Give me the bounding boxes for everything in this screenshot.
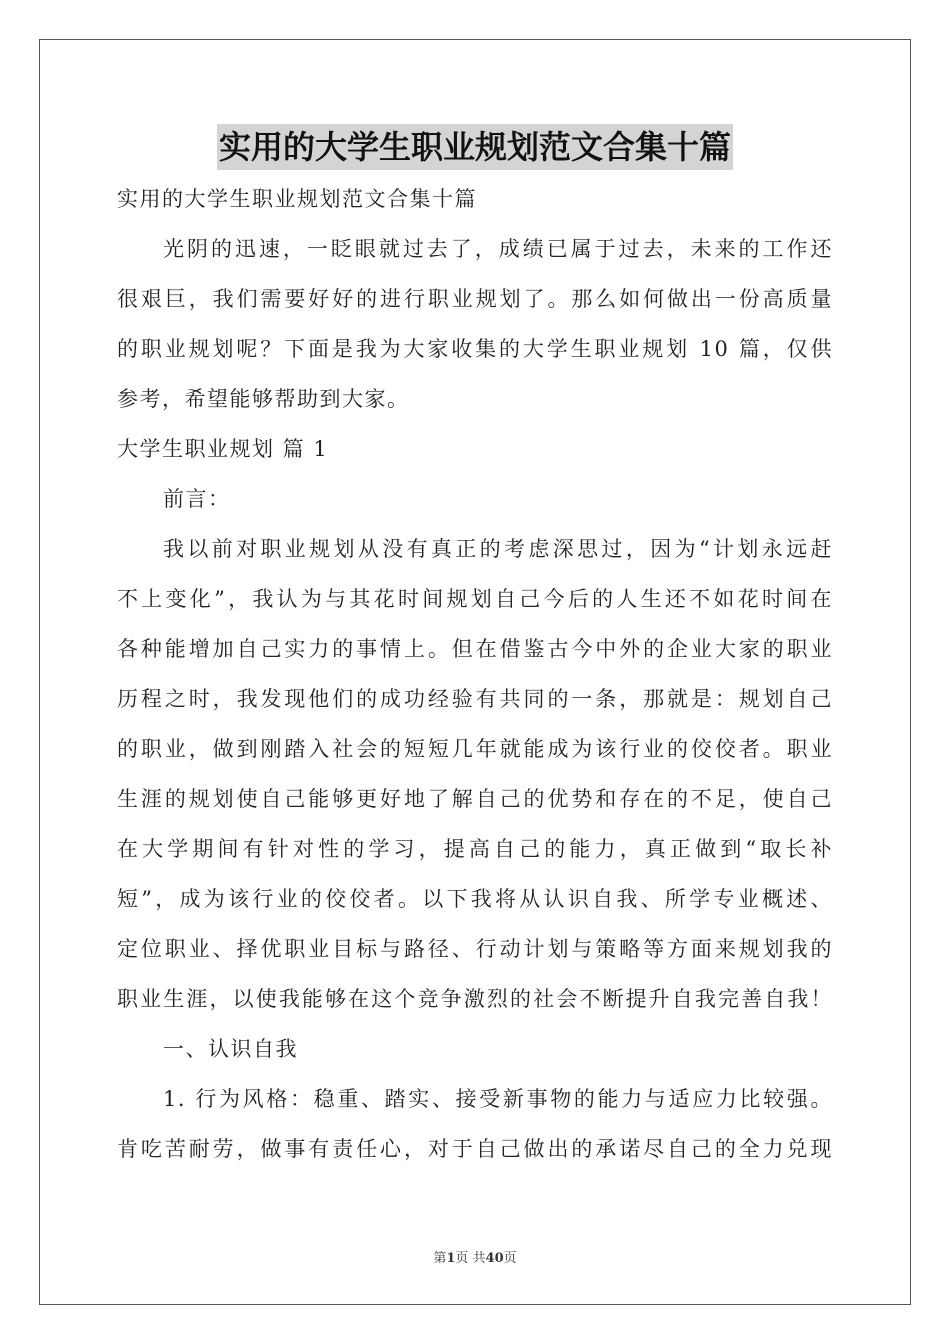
paragraph-line: 不上变化”，我认为与其花时间规划自己今后的人生还不如花时间在	[117, 587, 833, 611]
page-current: 1	[446, 1251, 456, 1266]
paragraph-line: 光阴的迅速，一眨眼就过去了，成绩已属于过去，未来的工作还	[163, 237, 833, 261]
paragraph-line: 各种能增加自己实力的事情上。但在借鉴古今中外的企业大家的职业	[117, 637, 833, 661]
paragraph-line: 前言：	[163, 487, 231, 511]
paragraph-line: 很艰巨，我们需要好好的进行职业规划了。那么如何做出一份高质量	[117, 287, 833, 311]
paragraph-line: 短”，成为该行业的佼佼者。以下我将从认识自我、所学专业概述、	[117, 887, 833, 911]
paragraph-line: 的职业规划呢？下面是我为大家收集的大学生职业规划 10 篇，仅供	[117, 337, 833, 361]
paragraph-line: 1. 行为风格：稳重、踏实、接受新事物的能力与适应力比较强。	[163, 1087, 833, 1111]
page-footer	[0, 1247, 950, 1266]
paragraph-line: 生涯的规划使自己能够更好地了解自己的优势和存在的不足，使自己	[117, 787, 833, 811]
paragraph-line: 历程之时，我发现他们的成功经验有共同的一条，那就是：规划自己	[117, 687, 833, 711]
paragraph-line: 参考，希望能够帮助到大家。	[117, 387, 410, 411]
section-heading: 大学生职业规划 篇 1	[117, 437, 329, 461]
paragraph-line: 我以前对职业规划从没有真正的考虑深思过，因为“计划永远赶	[163, 537, 833, 561]
page-border	[39, 39, 911, 1305]
title-container	[0, 124, 950, 170]
paragraph-line: 在大学期间有针对性的学习，提高自己的能力，真正做到“取长补	[117, 837, 833, 861]
page-prefix: 第	[433, 1251, 447, 1266]
paragraph-line: 肯吃苦耐劳，做事有责任心，对于自己做出的承诺尽自己的全力兑现	[117, 1137, 833, 1161]
document-title: 实用的大学生职业规划范文合集十篇	[217, 124, 733, 170]
page-mid: 页 共	[455, 1251, 486, 1266]
paragraph-line: 的职业，做到刚踏入社会的短短几年就能成为该行业的佼佼者。职业	[117, 737, 833, 761]
paragraph-line: 定位职业、择优职业目标与路径、行动计划与策略等方面来规划我的	[117, 937, 833, 961]
section-heading: 一、认识自我	[163, 1037, 298, 1061]
page-suffix: 页	[503, 1251, 517, 1266]
page-total: 40	[485, 1251, 504, 1266]
paragraph-line: 职业生涯，以使我能够在这个竞争激烈的社会不断提升自我完善自我！	[117, 987, 833, 1011]
document-subtitle: 实用的大学生职业规划范文合集十篇	[117, 187, 477, 211]
